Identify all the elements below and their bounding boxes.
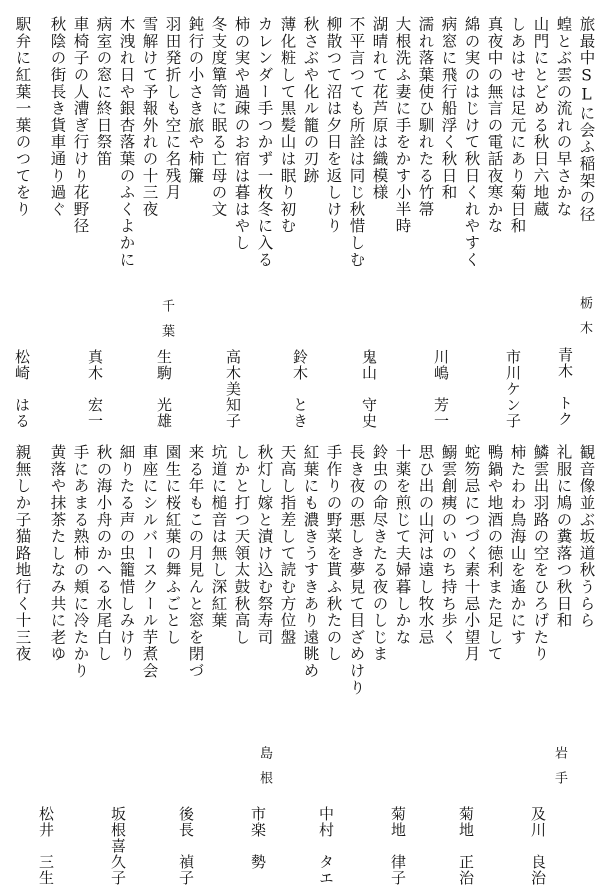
haiku-line: 鈍行の小さき旅や柿簾 [186,16,205,184]
haiku-line: 鴨鍋や地酒の徳利また足して [485,444,504,663]
haiku-line: 山門にとどめる秋日六地蔵 [531,16,550,218]
haiku-line: 大根洗ふ妻に手をかす小半時 [393,16,412,235]
haiku-line: 雪解けて予報外れの十三夜 [140,16,159,218]
haiku-line: 手にあまる熟柿の頬に冷たかり [71,444,90,680]
haiku-line: 園生に桜紅葉の舞ふごとし [163,444,182,646]
haiku-line: 礼服に鳩の糞落つ秋日和 [554,444,573,629]
haiku-line: 秋の海小舟のかへる水尾白し [94,444,113,663]
author-name: 川嶋 芳一 [432,349,450,429]
haiku-line: しあはせは足元にあり菊日和 [508,16,527,235]
haiku-line: 思ひ出の山河は遠し牧水忌 [416,444,435,646]
haiku-line: 冬支度簞笥に眠る亡母の文 [209,16,228,218]
author-name: 鈴木 とき [291,349,309,429]
haiku-line: 湖晴れて花芦原は織模様 [370,16,389,201]
haiku-line: 親無しか子猫路地行く十三夜 [13,444,32,663]
haiku-line: カレンダー手つかず一枚冬に入る [255,16,274,268]
haiku-line: 柳散つて沼は夕日を返しけり [324,16,343,235]
author-name: 菊地 正治 [457,806,475,886]
haiku-line: 黄落や抹茶たしなみ共に老ゆ [48,444,67,663]
haiku-line: 柿の実や過疎のお宿は暮はやし [232,16,251,252]
author-name: 真木 宏一 [86,349,104,429]
haiku-line: 木洩れ日や銀杏落葉のふくよかに [117,16,136,268]
haiku-line: 秋灯し嫁と漬け込む祭寿司 [255,444,274,646]
haiku-line: 駅弁に紅葉一葉のつてをり [13,16,32,218]
haiku-line: 細りたる声の虫籠惜しみけり [117,444,136,663]
prefecture-label: 岩手 [552,746,567,796]
haiku-line: 濡れ落葉使ひ馴れたる竹箒 [416,16,435,218]
author-name: 鬼山 守史 [360,349,378,429]
haiku-line: 手作りの野菜を貰ふ秋たのし [324,444,343,663]
haiku-line: 鈴虫の命尽きたる夜のしじま [370,444,389,663]
haiku-line: しかと打つ天領太鼓秋高し [232,444,251,646]
haiku-line: 鱗雲出羽路の空をひろげたり [531,444,550,663]
haiku-line: 紅葉にも濃きうすきあり遠眺め [301,444,320,680]
haiku-line: 旅最中SLに会ふ稲架の径 [577,16,596,223]
haiku-line: 蛇笏忌につづく素十忌小望月 [462,444,481,663]
haiku-line: 柿たわわ鳥海山を遙かにす [508,444,527,646]
haiku-line: 長き夜の悪しき夢見て目ざめけり [347,444,366,696]
haiku-line: 不平言つても所詮は同じ秋惜しむ [347,16,366,268]
haiku-line: 来る年もこの月見んと窓を閉づ [186,444,205,680]
haiku-line: 蝗とぶ雲の流れの早さかな [554,16,573,218]
haiku-line: 鰯雲創痍のいのち持ち歩く [439,444,458,646]
author-name: 菊地 律子 [389,806,407,886]
haiku-line: 車椅子の人漕ぎ行けり花野径 [71,16,90,235]
haiku-line: 病窓に飛行船浮く秋日和 [439,16,458,201]
haiku-line: 薄化粧して黒髪山は眠り初む [278,16,297,235]
haiku-line: 秋さぶや化ル籠の刃跡 [301,16,320,184]
author-name: 市楽 勢 [249,806,267,870]
author-name: 青木 トク [556,347,574,427]
author-name: 及川 良治 [529,806,547,886]
haiku-line: 観音像並ぶ坂道秋うらら [577,444,596,629]
author-name: 坂根喜久子 [109,806,127,886]
author-name: 高木美知子 [224,349,242,429]
prefecture-label: 島根 [257,746,272,796]
haiku-line: 病室の窓に終日祭笛 [94,16,113,168]
haiku-line: 真夜中の無言の電話夜寒かな [485,16,504,235]
haiku-line: 秋陰の街長き貨車通り過ぐ [48,16,67,218]
prefecture-label: 栃木 [577,296,592,346]
haiku-line: 十薬を煎じて夫婦暮しかな [393,444,412,646]
author-name: 中村 タエ [317,806,335,886]
author-name: 松井 三生 [37,806,55,886]
author-name: 松崎 はる [13,349,31,429]
haiku-line: 坑道に槌音は無し深紅葉 [209,444,228,629]
author-name: 生駒 光雄 [155,349,173,429]
haiku-line: 車座にシルバースクール芋煮会 [140,444,159,680]
haiku-line: 綿の実のはじけて秋日くれやすく [462,16,481,268]
haiku-line: 天高し指差して読む方位盤 [278,444,297,646]
prefecture-label: 千葉 [159,299,174,349]
author-name: 後長 禎子 [177,806,195,886]
author-name: 市川ケン子 [504,349,522,429]
haiku-line: 羽田発折しも空に名残月 [163,16,182,201]
